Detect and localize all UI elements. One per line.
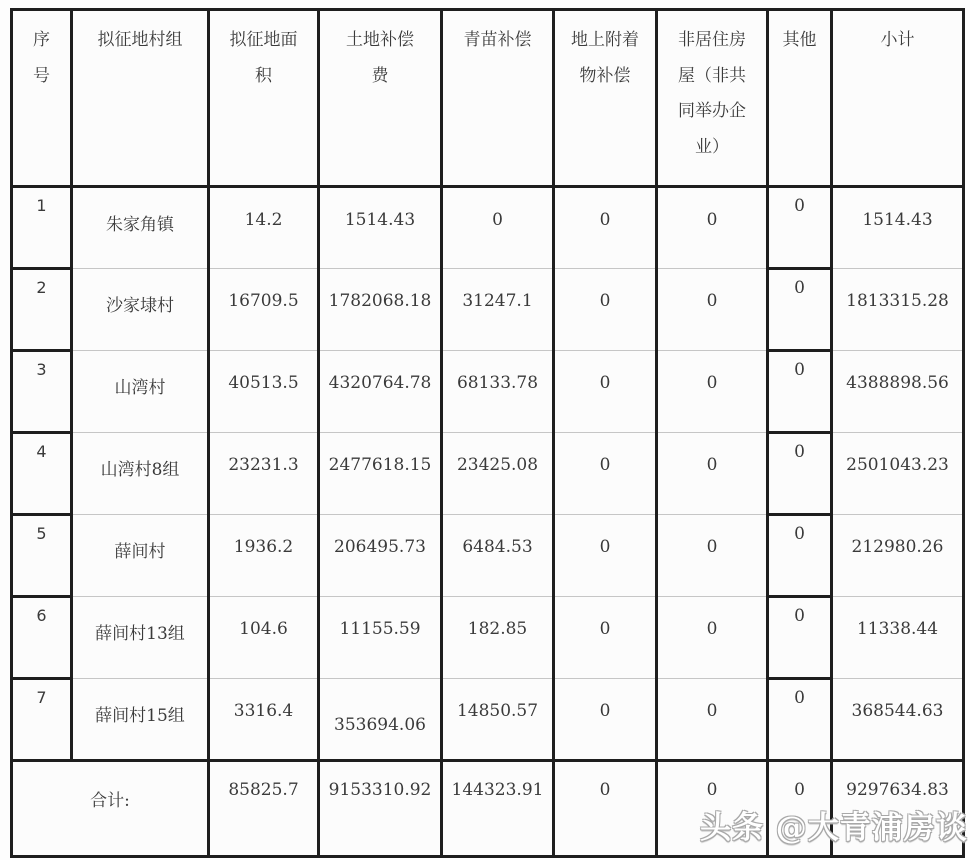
village-cell: 山湾村 <box>72 351 209 433</box>
subtotal-cell: 11338.44 <box>832 597 964 679</box>
nonres-cell: 0 <box>657 597 768 679</box>
village-cell: 薛间村 <box>72 515 209 597</box>
column-header-serial-label: 序号 <box>33 30 50 86</box>
crop-comp-cell: 31247.1 <box>442 269 554 351</box>
table-row <box>12 679 964 761</box>
subtotal-cell: 212980.26 <box>832 515 964 597</box>
attachments-cell: 0 <box>554 269 657 351</box>
column-header-crop-compensation-label: 青苗补偿 <box>463 30 532 50</box>
total-area-cell: 85825.7 <box>209 761 319 857</box>
column-header-village-label: 拟征地村组 <box>97 30 183 50</box>
other-cell: 0 <box>768 679 832 761</box>
column-header-nonresidential <box>657 10 768 187</box>
attachments-cell: 0 <box>554 515 657 597</box>
serial-cell: 7 <box>12 679 72 761</box>
serial-cell: 5 <box>12 515 72 597</box>
total-label-cell: 合计: <box>12 761 209 857</box>
serial-cell: 3 <box>12 351 72 433</box>
area-cell: 3316.4 <box>209 679 319 761</box>
column-header-land-compensation <box>319 10 442 187</box>
village-cell: 薛间村13组 <box>72 597 209 679</box>
land-comp-cell: 2477618.15 <box>319 433 442 515</box>
other-cell: 0 <box>768 269 832 351</box>
total-attachments-cell: 0 <box>554 761 657 857</box>
column-header-village <box>72 10 209 187</box>
crop-comp-cell: 0 <box>442 187 554 269</box>
table-row <box>12 187 964 269</box>
total-subtotal-cell: 9297634.83 <box>832 761 964 857</box>
serial-cell: 6 <box>12 597 72 679</box>
land-comp-cell: 1782068.18 <box>319 269 442 351</box>
village-cell: 朱家角镇 <box>72 187 209 269</box>
area-cell: 40513.5 <box>209 351 319 433</box>
total-crop-comp-cell: 144323.91 <box>442 761 554 857</box>
table-row <box>12 269 964 351</box>
serial-cell: 2 <box>12 269 72 351</box>
area-cell: 16709.5 <box>209 269 319 351</box>
table-row <box>12 515 964 597</box>
column-header-crop-compensation <box>442 10 554 187</box>
attachments-cell: 0 <box>554 351 657 433</box>
column-header-land-compensation-label: 土地补偿费 <box>346 30 414 86</box>
village-cell: 薛间村15组 <box>72 679 209 761</box>
attachments-cell: 0 <box>554 679 657 761</box>
other-cell: 0 <box>768 515 832 597</box>
column-header-other-label: 其他 <box>782 30 817 50</box>
crop-comp-cell: 68133.78 <box>442 351 554 433</box>
column-header-nonresidential-label: 非居住房屋（非共同举办企业） <box>678 30 746 158</box>
header-row <box>12 10 964 187</box>
nonres-cell: 0 <box>657 433 768 515</box>
column-header-other <box>768 10 832 187</box>
attachments-cell: 0 <box>554 187 657 269</box>
other-cell: 0 <box>768 187 832 269</box>
land-comp-cell: 206495.73 <box>319 515 442 597</box>
column-header-subtotal <box>832 10 964 187</box>
land-comp-cell: 1514.43 <box>319 187 442 269</box>
land-comp-cell: 4320764.78 <box>319 351 442 433</box>
crop-comp-cell: 23425.08 <box>442 433 554 515</box>
subtotal-cell: 1813315.28 <box>832 269 964 351</box>
village-cell: 沙家埭村 <box>72 269 209 351</box>
area-cell: 23231.3 <box>209 433 319 515</box>
subtotal-cell: 1514.43 <box>832 187 964 269</box>
total-other-cell: 0 <box>768 761 832 857</box>
serial-cell: 1 <box>12 187 72 269</box>
other-cell: 0 <box>768 351 832 433</box>
crop-comp-cell: 14850.57 <box>442 679 554 761</box>
land-comp-cell: 353694.06 <box>319 679 442 761</box>
subtotal-cell: 368544.63 <box>832 679 964 761</box>
attachments-cell: 0 <box>554 597 657 679</box>
toutiao-watermark: 头条 @大青浦房谈 <box>700 810 968 846</box>
table-row <box>12 351 964 433</box>
area-cell: 14.2 <box>209 187 319 269</box>
nonres-cell: 0 <box>657 269 768 351</box>
crop-comp-cell: 182.85 <box>442 597 554 679</box>
nonres-cell: 0 <box>657 515 768 597</box>
column-header-area-label: 拟征地面积 <box>229 30 298 86</box>
table-row <box>12 433 964 515</box>
land-comp-cell: 11155.59 <box>319 597 442 679</box>
nonres-cell: 0 <box>657 679 768 761</box>
table-row <box>12 597 964 679</box>
column-header-attachments-compensation <box>554 10 657 187</box>
other-cell: 0 <box>768 597 832 679</box>
serial-cell: 4 <box>12 433 72 515</box>
area-cell: 1936.2 <box>209 515 319 597</box>
subtotal-cell: 4388898.56 <box>832 351 964 433</box>
column-header-attachments-compensation-label: 地上附着物补偿 <box>571 30 639 86</box>
attachments-cell: 0 <box>554 433 657 515</box>
other-cell: 0 <box>768 433 832 515</box>
nonres-cell: 0 <box>657 351 768 433</box>
column-header-subtotal-label: 小计 <box>880 30 915 50</box>
column-header-area <box>209 10 319 187</box>
subtotal-cell: 2501043.23 <box>832 433 964 515</box>
total-nonres-cell: 0 <box>657 761 768 857</box>
compensation-table <box>10 8 968 858</box>
total-land-comp-cell: 9153310.92 <box>319 761 442 857</box>
crop-comp-cell: 6484.53 <box>442 515 554 597</box>
column-header-serial <box>12 10 72 187</box>
village-cell: 山湾村8组 <box>72 433 209 515</box>
nonres-cell: 0 <box>657 187 768 269</box>
area-cell: 104.6 <box>209 597 319 679</box>
